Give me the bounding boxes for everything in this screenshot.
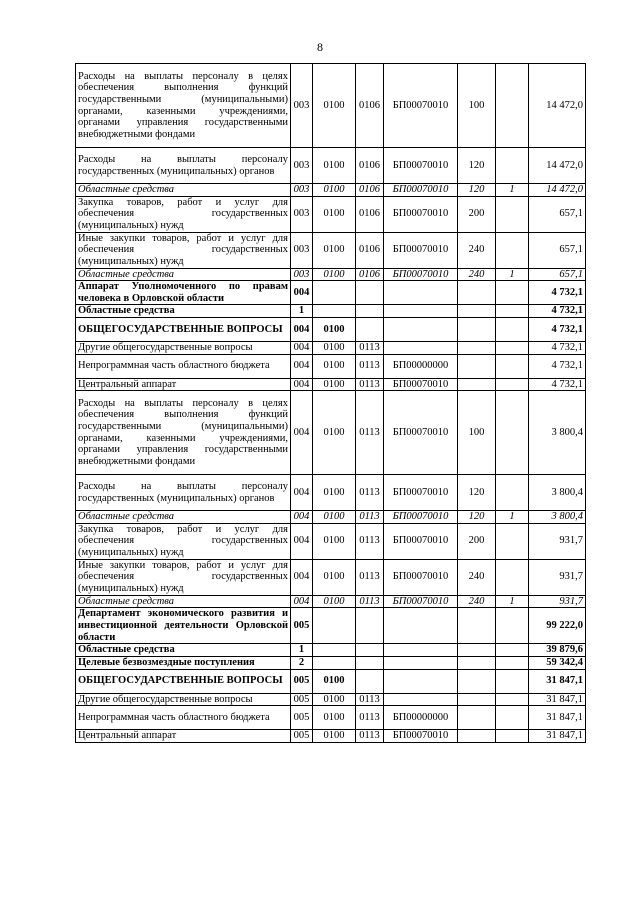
item-name-cell: Закупка товаров, работ и услуг для обеспечения государственных (муниципальных) нужд [76, 196, 291, 232]
table-row [76, 608, 586, 644]
amount-cell: 59 342,4 [529, 656, 586, 669]
subsection-code-cell: 0113 [356, 523, 384, 559]
subsection-code-cell [356, 608, 384, 644]
item-name-cell: Областные средства [76, 511, 291, 524]
subsection-code-cell: 0113 [356, 693, 384, 706]
grbs-code-cell: 003 [291, 184, 313, 197]
section-code-cell [313, 305, 356, 318]
section-code-cell: 0100 [313, 317, 356, 341]
target-article-cell: БП00070010 [384, 378, 458, 391]
target-article-cell: БП00070010 [384, 523, 458, 559]
table-row [76, 595, 586, 608]
section-code-cell: 0100 [313, 341, 356, 354]
table-row [76, 232, 586, 268]
expense-type-cell [458, 281, 496, 305]
grbs-code-cell: 004 [291, 511, 313, 524]
amount-cell: 31 847,1 [529, 669, 586, 693]
item-name-cell: Другие общегосударственные вопросы [76, 341, 291, 354]
grbs-code-cell: 004 [291, 475, 313, 511]
funding-source-cell [496, 656, 529, 669]
subsection-code-cell: 0113 [356, 730, 384, 743]
amount-cell: 931,7 [529, 559, 586, 595]
funding-source-cell [496, 693, 529, 706]
amount-cell: 31 847,1 [529, 730, 586, 743]
section-code-cell: 0100 [313, 184, 356, 197]
expense-type-cell: 240 [458, 232, 496, 268]
grbs-code-cell: 004 [291, 595, 313, 608]
target-article-cell [384, 693, 458, 706]
table-row [76, 730, 586, 743]
expense-type-cell [458, 706, 496, 730]
section-code-cell: 0100 [313, 148, 356, 184]
grbs-code-cell: 2 [291, 656, 313, 669]
funding-source-cell [496, 523, 529, 559]
grbs-code-cell: 005 [291, 730, 313, 743]
grbs-code-cell: 004 [291, 317, 313, 341]
amount-cell: 4 732,1 [529, 341, 586, 354]
table-row [76, 378, 586, 391]
table-row [76, 656, 586, 669]
amount-cell: 657,1 [529, 196, 586, 232]
subsection-code-cell: 0113 [356, 341, 384, 354]
funding-source-cell [496, 196, 529, 232]
funding-source-cell [496, 341, 529, 354]
expense-type-cell [458, 669, 496, 693]
subsection-code-cell: 0106 [356, 64, 384, 148]
section-code-cell: 0100 [313, 391, 356, 475]
budget-table [75, 63, 586, 743]
item-name-cell: ОБЩЕГОСУДАРСТВЕННЫЕ ВОПРОСЫ [76, 317, 291, 341]
funding-source-cell [496, 378, 529, 391]
section-code-cell: 0100 [313, 730, 356, 743]
amount-cell: 4 732,1 [529, 378, 586, 391]
item-name-cell: Иные закупки товаров, работ и услуг для обеспечения государственных (муниципальных) нужд [76, 559, 291, 595]
grbs-code-cell: 004 [291, 378, 313, 391]
page-number: 8 [317, 40, 323, 54]
subsection-code-cell: 0113 [356, 475, 384, 511]
expense-type-cell: 200 [458, 523, 496, 559]
grbs-code-cell: 004 [291, 523, 313, 559]
item-name-cell: Областные средства [76, 595, 291, 608]
section-code-cell: 0100 [313, 64, 356, 148]
subsection-code-cell [356, 644, 384, 657]
item-name-cell: Областные средства [76, 268, 291, 281]
table-row [76, 511, 586, 524]
grbs-code-cell: 1 [291, 644, 313, 657]
section-code-cell [313, 281, 356, 305]
amount-cell: 39 879,6 [529, 644, 586, 657]
item-name-cell: Областные средства [76, 184, 291, 197]
amount-cell: 31 847,1 [529, 693, 586, 706]
item-name-cell: Областные средства [76, 644, 291, 657]
grbs-code-cell: 003 [291, 196, 313, 232]
target-article-cell: БП00070010 [384, 391, 458, 475]
subsection-code-cell: 0113 [356, 354, 384, 378]
funding-source-cell [496, 669, 529, 693]
expense-type-cell [458, 644, 496, 657]
section-code-cell: 0100 [313, 475, 356, 511]
table-body [76, 64, 586, 743]
item-name-cell: Аппарат Уполномоченного по правам человека в Орловской области [76, 281, 291, 305]
amount-cell: 4 732,1 [529, 281, 586, 305]
grbs-code-cell: 003 [291, 268, 313, 281]
target-article-cell: БП00000000 [384, 354, 458, 378]
expense-type-cell: 120 [458, 184, 496, 197]
subsection-code-cell [356, 669, 384, 693]
item-name-cell: Иные закупки товаров, работ и услуг для обеспечения государственных (муниципальных) нужд [76, 232, 291, 268]
subsection-code-cell: 0113 [356, 559, 384, 595]
target-article-cell [384, 669, 458, 693]
amount-cell: 31 847,1 [529, 706, 586, 730]
funding-source-cell [496, 391, 529, 475]
expense-type-cell [458, 730, 496, 743]
grbs-code-cell: 004 [291, 341, 313, 354]
table-row [76, 148, 586, 184]
target-article-cell [384, 281, 458, 305]
target-article-cell [384, 317, 458, 341]
expense-type-cell [458, 317, 496, 341]
amount-cell: 657,1 [529, 268, 586, 281]
target-article-cell: БП00070010 [384, 184, 458, 197]
item-name-cell: Расходы на выплаты персоналу в целях обеспечения выполнения функций государственными (муниципальными) органами, казенными учреждениями, органами управления государственными внебюджетными фондами [76, 391, 291, 475]
expense-type-cell: 240 [458, 595, 496, 608]
target-article-cell [384, 656, 458, 669]
grbs-code-cell: 004 [291, 281, 313, 305]
grbs-code-cell: 003 [291, 64, 313, 148]
subsection-code-cell [356, 305, 384, 318]
item-name-cell: Центральный аппарат [76, 730, 291, 743]
expense-type-cell: 120 [458, 511, 496, 524]
item-name-cell: Непрограммная часть областного бюджета [76, 706, 291, 730]
table-row [76, 354, 586, 378]
amount-cell: 14 472,0 [529, 184, 586, 197]
expense-type-cell: 240 [458, 559, 496, 595]
funding-source-cell [496, 148, 529, 184]
target-article-cell: БП00000000 [384, 706, 458, 730]
expense-type-cell [458, 305, 496, 318]
item-name-cell: Другие общегосударственные вопросы [76, 693, 291, 706]
section-code-cell: 0100 [313, 559, 356, 595]
expense-type-cell [458, 354, 496, 378]
subsection-code-cell [356, 317, 384, 341]
grbs-code-cell: 004 [291, 354, 313, 378]
funding-source-cell [496, 608, 529, 644]
table-row [76, 391, 586, 475]
target-article-cell: БП00070010 [384, 730, 458, 743]
expense-type-cell [458, 378, 496, 391]
item-name-cell: ОБЩЕГОСУДАРСТВЕННЫЕ ВОПРОСЫ [76, 669, 291, 693]
item-name-cell: Расходы на выплаты персоналу в целях обеспечения выполнения функций государственными (муниципальными) органами, казенными учреждениями, органами управления государственными внебюджетными фондами [76, 64, 291, 148]
grbs-code-cell: 1 [291, 305, 313, 318]
expense-type-cell: 100 [458, 391, 496, 475]
table-row [76, 669, 586, 693]
section-code-cell: 0100 [313, 595, 356, 608]
table-row [76, 475, 586, 511]
section-code-cell: 0100 [313, 511, 356, 524]
table-row [76, 317, 586, 341]
amount-cell: 4 732,1 [529, 317, 586, 341]
subsection-code-cell: 0113 [356, 391, 384, 475]
item-name-cell: Целевые безвозмездные поступления [76, 656, 291, 669]
subsection-code-cell: 0113 [356, 706, 384, 730]
section-code-cell: 0100 [313, 354, 356, 378]
section-code-cell: 0100 [313, 706, 356, 730]
expense-type-cell [458, 341, 496, 354]
amount-cell: 99 222,0 [529, 608, 586, 644]
amount-cell: 931,7 [529, 523, 586, 559]
table-row [76, 305, 586, 318]
target-article-cell [384, 305, 458, 318]
item-name-cell: Центральный аппарат [76, 378, 291, 391]
amount-cell: 3 800,4 [529, 391, 586, 475]
target-article-cell: БП00070010 [384, 475, 458, 511]
funding-source-cell [496, 354, 529, 378]
target-article-cell: БП00070010 [384, 64, 458, 148]
section-code-cell: 0100 [313, 693, 356, 706]
section-code-cell: 0100 [313, 196, 356, 232]
funding-source-cell [496, 64, 529, 148]
grbs-code-cell: 004 [291, 559, 313, 595]
funding-source-cell [496, 559, 529, 595]
table-row [76, 196, 586, 232]
funding-source-cell [496, 475, 529, 511]
subsection-code-cell: 0113 [356, 378, 384, 391]
table-row [76, 706, 586, 730]
grbs-code-cell: 005 [291, 608, 313, 644]
funding-source-cell: 1 [496, 511, 529, 524]
expense-type-cell [458, 693, 496, 706]
funding-source-cell: 1 [496, 184, 529, 197]
amount-cell: 14 472,0 [529, 148, 586, 184]
subsection-code-cell [356, 656, 384, 669]
funding-source-cell: 1 [496, 268, 529, 281]
table-row [76, 184, 586, 197]
item-name-cell: Областные средства [76, 305, 291, 318]
amount-cell: 4 732,1 [529, 305, 586, 318]
amount-cell: 3 800,4 [529, 511, 586, 524]
subsection-code-cell: 0106 [356, 232, 384, 268]
table-row [76, 693, 586, 706]
expense-type-cell [458, 656, 496, 669]
item-name-cell: Расходы на выплаты персоналу государственных (муниципальных) органов [76, 148, 291, 184]
item-name-cell: Закупка товаров, работ и услуг для обеспечения государственных (муниципальных) нужд [76, 523, 291, 559]
target-article-cell [384, 341, 458, 354]
amount-cell: 931,7 [529, 595, 586, 608]
section-code-cell: 0100 [313, 268, 356, 281]
target-article-cell: БП00070010 [384, 148, 458, 184]
target-article-cell: БП00070010 [384, 595, 458, 608]
table-row [76, 523, 586, 559]
target-article-cell: БП00070010 [384, 232, 458, 268]
table-row [76, 644, 586, 657]
table-row [76, 64, 586, 148]
funding-source-cell [496, 317, 529, 341]
grbs-code-cell: 004 [291, 391, 313, 475]
target-article-cell [384, 644, 458, 657]
target-article-cell: БП00070010 [384, 196, 458, 232]
amount-cell: 3 800,4 [529, 475, 586, 511]
funding-source-cell [496, 730, 529, 743]
section-code-cell [313, 608, 356, 644]
expense-type-cell [458, 608, 496, 644]
item-name-cell: Расходы на выплаты персоналу государственных (муниципальных) органов [76, 475, 291, 511]
target-article-cell: БП00070010 [384, 511, 458, 524]
expense-type-cell: 120 [458, 148, 496, 184]
subsection-code-cell: 0113 [356, 595, 384, 608]
expense-type-cell: 200 [458, 196, 496, 232]
grbs-code-cell: 003 [291, 148, 313, 184]
table-row [76, 268, 586, 281]
section-code-cell: 0100 [313, 523, 356, 559]
section-code-cell: 0100 [313, 378, 356, 391]
amount-cell: 657,1 [529, 232, 586, 268]
expense-type-cell: 120 [458, 475, 496, 511]
grbs-code-cell: 005 [291, 669, 313, 693]
section-code-cell: 0100 [313, 669, 356, 693]
amount-cell: 14 472,0 [529, 64, 586, 148]
target-article-cell: БП00070010 [384, 559, 458, 595]
funding-source-cell [496, 305, 529, 318]
item-name-cell: Непрограммная часть областного бюджета [76, 354, 291, 378]
table-row [76, 341, 586, 354]
grbs-code-cell: 005 [291, 693, 313, 706]
section-code-cell [313, 656, 356, 669]
subsection-code-cell: 0106 [356, 148, 384, 184]
expense-type-cell: 100 [458, 64, 496, 148]
subsection-code-cell: 0106 [356, 184, 384, 197]
grbs-code-cell: 005 [291, 706, 313, 730]
funding-source-cell: 1 [496, 595, 529, 608]
funding-source-cell [496, 232, 529, 268]
funding-source-cell [496, 706, 529, 730]
subsection-code-cell: 0106 [356, 268, 384, 281]
funding-source-cell [496, 281, 529, 305]
funding-source-cell [496, 644, 529, 657]
item-name-cell: Департамент экономического развития и инвестиционной деятельности Орловской области [76, 608, 291, 644]
section-code-cell [313, 644, 356, 657]
table-row [76, 281, 586, 305]
subsection-code-cell: 0113 [356, 511, 384, 524]
amount-cell: 4 732,1 [529, 354, 586, 378]
target-article-cell [384, 608, 458, 644]
section-code-cell: 0100 [313, 232, 356, 268]
subsection-code-cell [356, 281, 384, 305]
expense-type-cell: 240 [458, 268, 496, 281]
table-row [76, 559, 586, 595]
grbs-code-cell: 003 [291, 232, 313, 268]
subsection-code-cell: 0106 [356, 196, 384, 232]
target-article-cell: БП00070010 [384, 268, 458, 281]
